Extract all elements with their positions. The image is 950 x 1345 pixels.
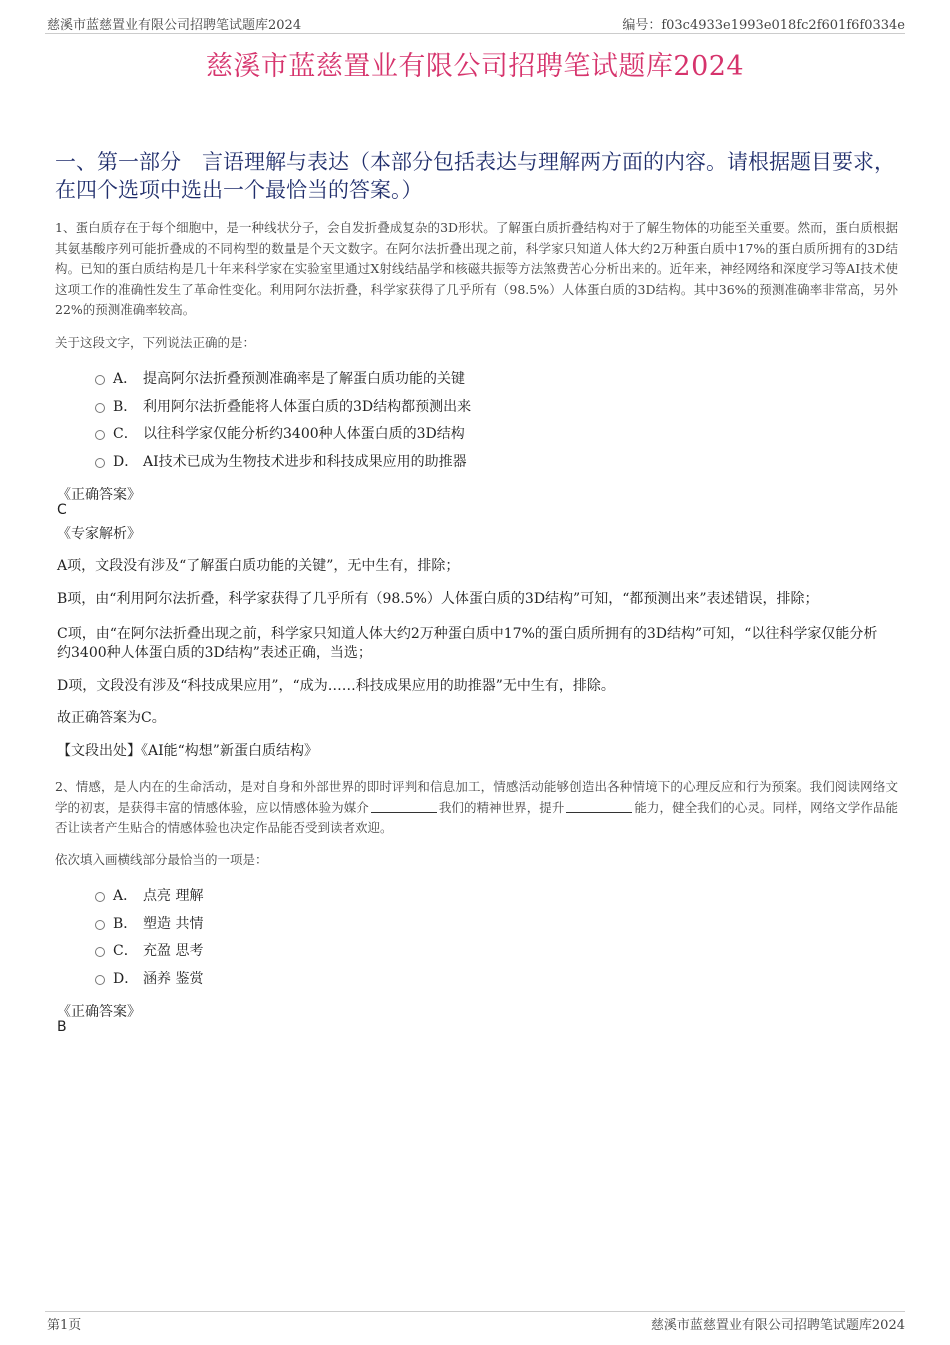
q1-answer-label: 《正确答案》 [57, 487, 141, 503]
header-doc-name: 慈溪市蓝慈置业有限公司招聘笔试题库2024 [47, 18, 302, 33]
q1-analysis-d: D项，文段没有涉及“科技成果应用”，“成为……科技成果应用的助推器”无中生有，排除。 [57, 678, 615, 694]
q2-option-c[interactable]: C． 充盈 思考 [95, 938, 203, 966]
q1-option-d[interactable]: D． AI技术已成为生物技术进步和科技成果应用的助推器 [95, 449, 471, 477]
footer-divider [45, 1311, 905, 1312]
q1-analysis-label: 《专家解析》 [57, 526, 141, 542]
q2-prompt: 依次填入画横线部分最恰当的一项是： [55, 852, 268, 867]
q1-analysis-b: B项，由“利用阿尔法折叠，科学家获得了几乎所有（98.5%）人体蛋白质的3D结构”可知，“都预测出来”表述错误，排除； [57, 591, 819, 607]
q2-answer-label: 《正确答案》 [57, 1004, 141, 1020]
radio-icon[interactable] [95, 975, 105, 985]
fill-blank-1 [371, 800, 437, 813]
header-divider [45, 33, 905, 34]
q1-analysis-a: A项，文段没有涉及“了解蛋白质功能的关键”，无中生有，排除； [57, 558, 460, 574]
q1-option-c[interactable]: C． 以往科学家仅能分析约3400种人体蛋白质的3D结构 [95, 421, 471, 449]
radio-icon[interactable] [95, 403, 105, 413]
q2-answer-value: B [57, 1019, 67, 1035]
q2-options [95, 883, 203, 993]
q1-passage: 1、蛋白质存在于每个细胞中，是一种线状分子，会自发折叠成复杂的3D形状。了解蛋白质折叠结构对于了解生物体的功能至关重要。然而，蛋白质根据其氨基酸序列可能折叠成的不同构型的数量是个天文数字。在阿尔法折叠出现之前，科学家只知道人体大约2万种蛋白质中17%的蛋白质所拥有的3D结构。已知的蛋白质结构是几十年来科学家在实验室里通过X射线结晶学和核磁共振等方法煞费苦心分析出来的。近年来，神经网络和深度学习等AI技术使这项工作的准确性发生了革命性变化。利用阿尔法折叠，科学家获得了几乎所有（98.5%）人体蛋白质的3D结构。其中36%的预测准确率非常高，另外22%的预测准确率较高。 [55, 220, 898, 317]
q2-option-d[interactable]: D． 涵养 鉴赏 [95, 966, 203, 994]
footer-page-number: 第1页 [47, 1318, 82, 1333]
header-doc-id: 编号：f03c4933e1993e018fc2f601f6f0334e [622, 18, 905, 33]
section-heading: 一、第一部分 言语理解与表达（本部分包括表达与理解两方面的内容。请根据题目要求，在四个选项中选出一个最恰当的答案。） [55, 150, 895, 202]
footer-doc-name: 慈溪市蓝慈置业有限公司招聘笔试题库2024 [650, 1318, 905, 1333]
q2-option-a[interactable]: A． 点亮 理解 [95, 883, 203, 911]
q1-analysis-c: C项，由“在阿尔法折叠出现之前，科学家只知道人体大约2万种蛋白质中17%的蛋白质所拥有的3D结构”可知，“以往科学家仅能分析约3400种人体蛋白质的3D结构”表述正确，当选； [57, 626, 878, 661]
radio-icon[interactable] [95, 458, 105, 468]
radio-icon[interactable] [95, 430, 105, 440]
fill-blank-2 [566, 800, 632, 813]
q1-conclusion: 故正确答案为C。 [57, 710, 166, 726]
q1-source: 【文段出处】《AI能“构想”新蛋白质结构》 [57, 743, 318, 759]
q1-answer-value: C [57, 502, 67, 518]
q2-option-b[interactable]: B． 塑造 共情 [95, 911, 203, 939]
document-title: 慈溪市蓝慈置业有限公司招聘笔试题库2024 [205, 51, 745, 82]
radio-icon[interactable] [95, 892, 105, 902]
q1-option-a[interactable]: A． 提高阿尔法折叠预测准确率是了解蛋白质功能的关键 [95, 366, 471, 394]
q1-prompt: 关于这段文字，下列说法正确的是： [55, 335, 256, 350]
radio-icon[interactable] [95, 375, 105, 385]
q2-passage: 2、情感，是人内在的生命活动，是对自身和外部世界的即时评判和信息加工，情感活动能够创造出各种情境下的心理反应和行为预案。我们阅读网络文学的初衷，是获得丰富的情感体验，应以情感体验为媒介 我们的精神世界，提升 能力，健全我们的心灵。同样，网络文学作品能否让读者产生贴合的情感体验也决定作品能否受到读者欢迎。 [55, 779, 898, 835]
q1-options [95, 366, 471, 476]
q1-option-b[interactable]: B． 利用阿尔法折叠能将人体蛋白质的3D结构都预测出来 [95, 394, 471, 422]
radio-icon[interactable] [95, 920, 105, 930]
radio-icon[interactable] [95, 947, 105, 957]
